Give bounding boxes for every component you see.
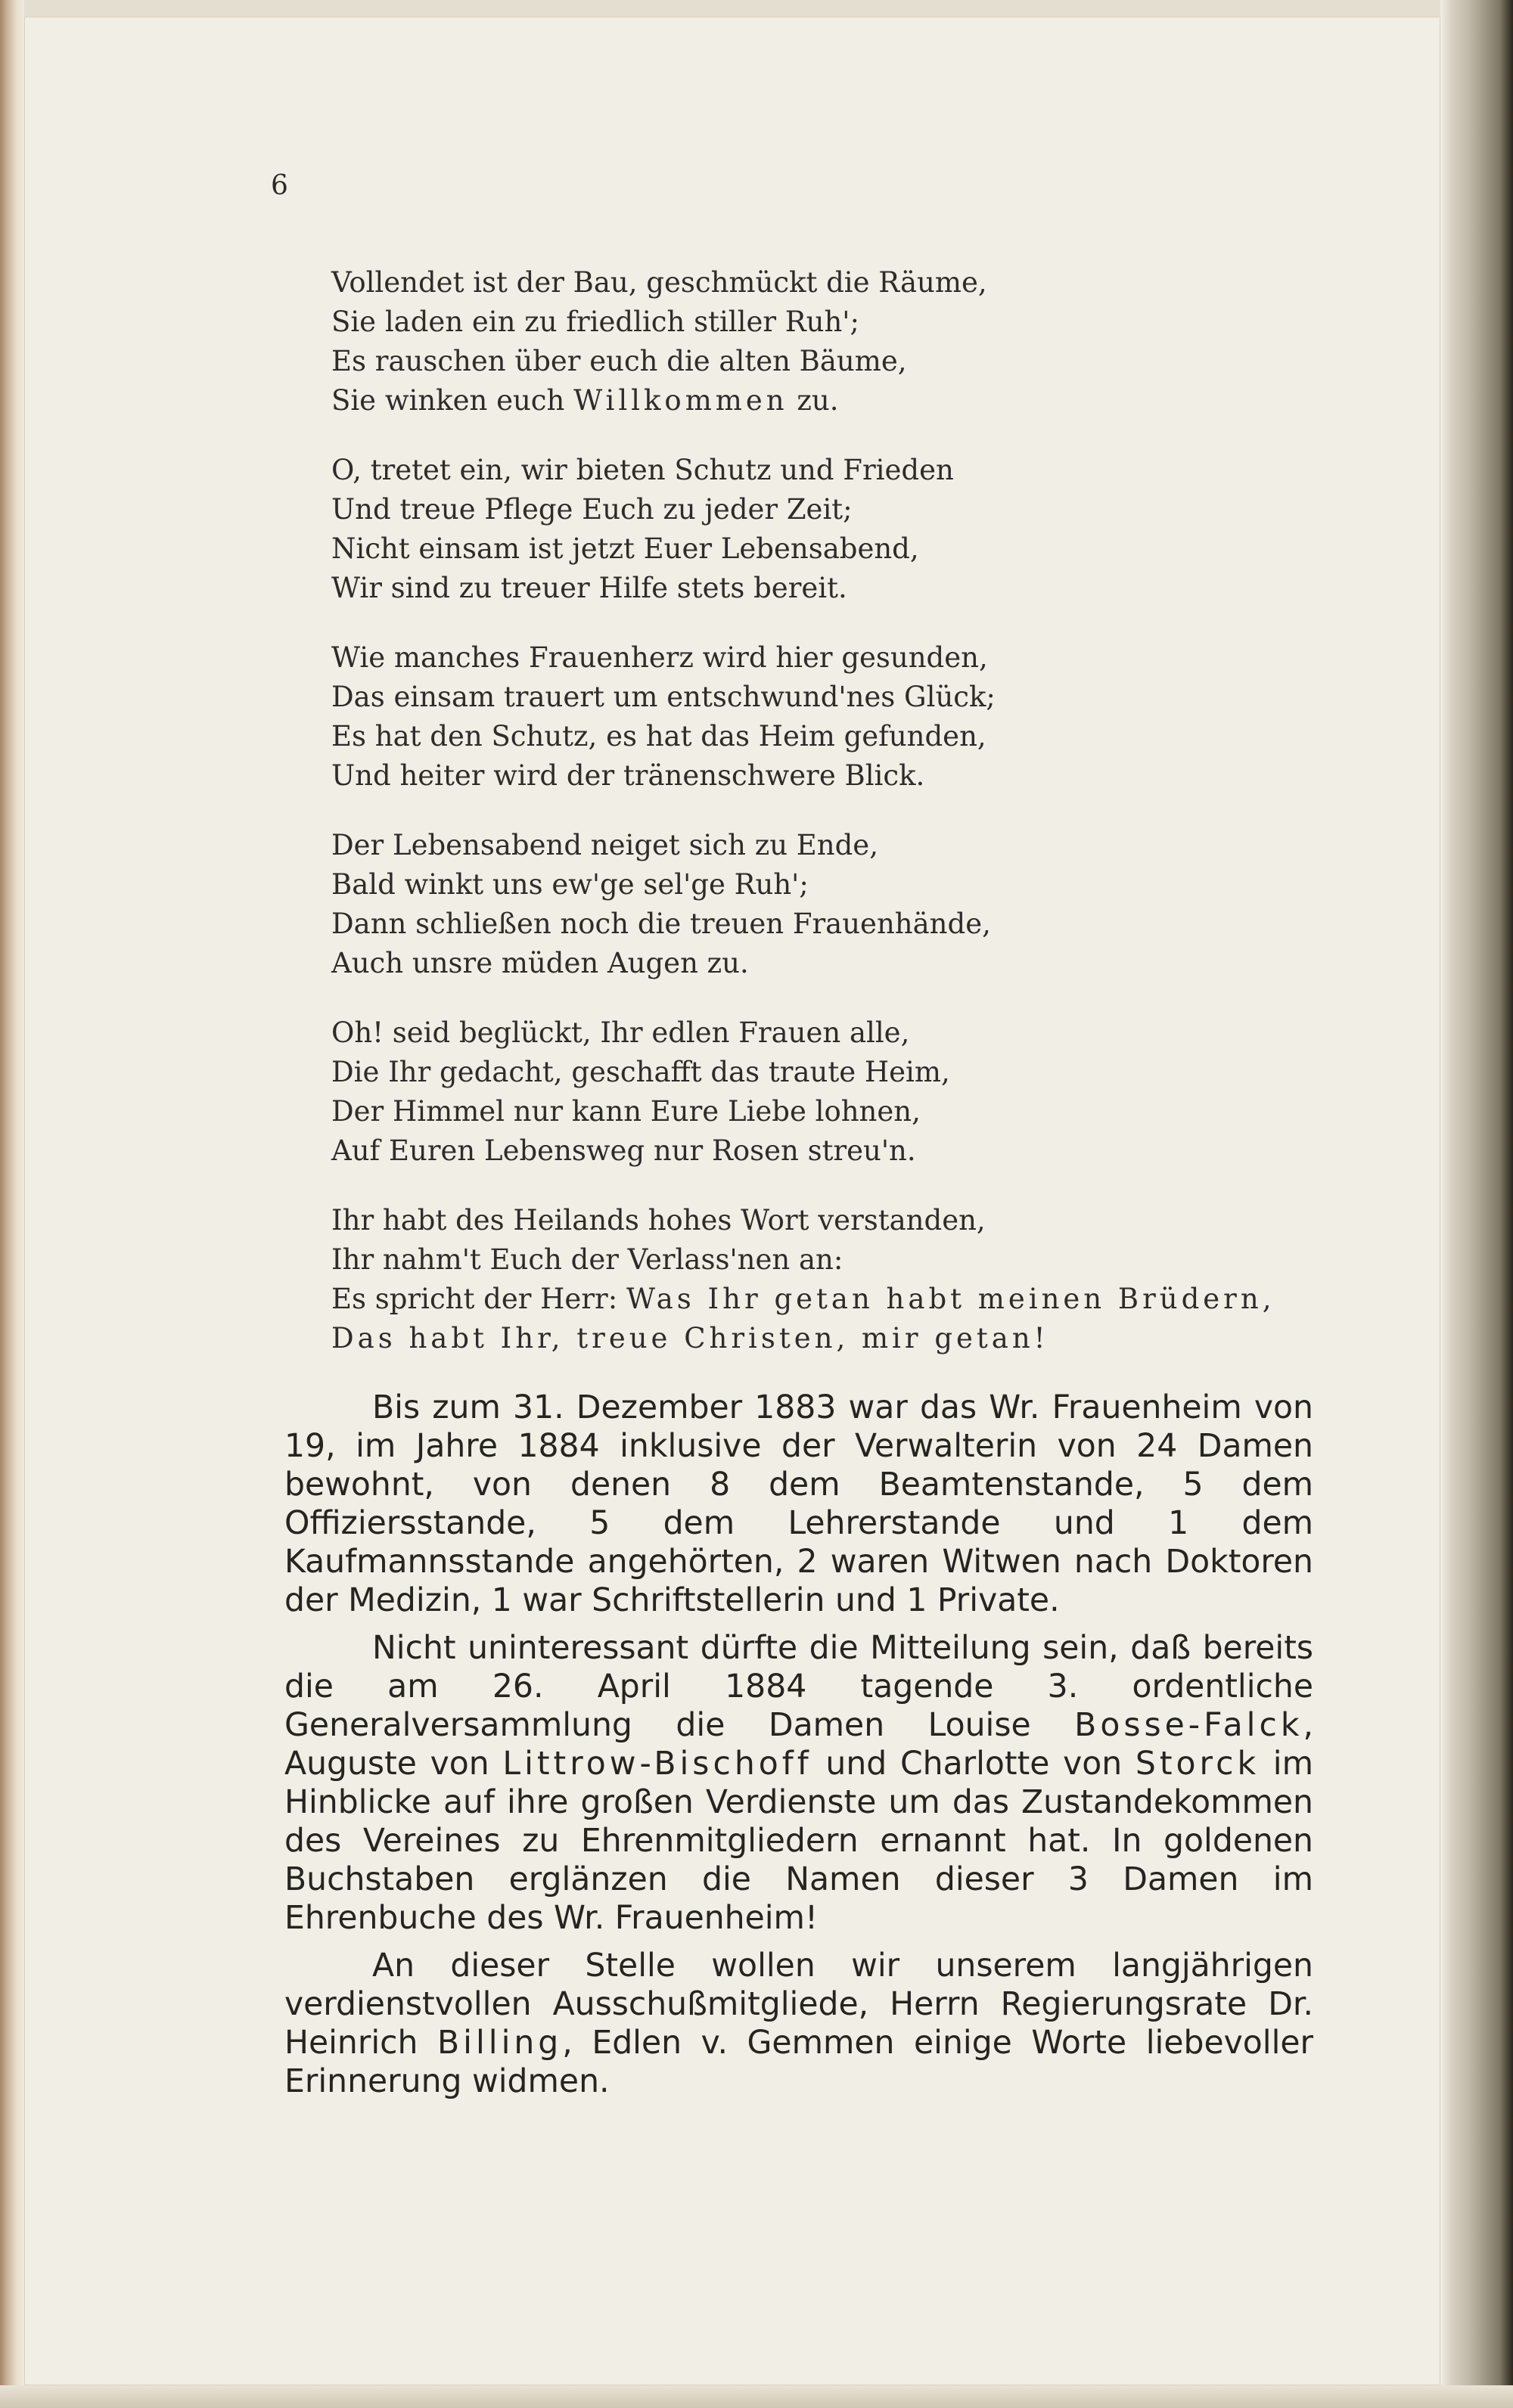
poem-stanza bbox=[331, 638, 1390, 796]
emphasized-name: Storck bbox=[1135, 1745, 1260, 1783]
poem-stanza bbox=[331, 263, 1390, 420]
poem-line: Wie manches Frauenherz wird hier gesunden, bbox=[331, 641, 988, 674]
book-spine-edge bbox=[1440, 0, 1513, 2408]
poem-line: Ihr habt des Heilands hohes Wort verstanden, bbox=[331, 1204, 986, 1237]
page-number: 6 bbox=[271, 170, 288, 201]
poem-line: Es hat den Schutz, es hat das Heim gefunden, bbox=[331, 720, 986, 752]
book-bottom-edge bbox=[0, 2385, 1513, 2408]
paragraph-text: , Auguste von bbox=[284, 1707, 1313, 1783]
poem-line: Vollendet ist der Bau, geschmückt die Räume, bbox=[331, 266, 987, 299]
poem-stanza bbox=[331, 826, 1390, 983]
prose-text bbox=[284, 1389, 1313, 2110]
poem-stanza bbox=[331, 1013, 1390, 1171]
poem-line: O, tretet ein, wir bieten Schutz und Frieden bbox=[331, 454, 954, 486]
poem-line: Ihr nahm't Euch der Verlass'nen an: bbox=[331, 1243, 843, 1276]
poem-line bbox=[331, 1319, 1390, 1358]
emphasized-name: Billing bbox=[437, 2025, 563, 2062]
poem-emphasis: Willkommen bbox=[573, 384, 788, 417]
paragraph-text: , Edlen v. Gemmen einige Worte liebevoller Erinnerung widmen. bbox=[284, 2025, 1313, 2100]
paragraph bbox=[284, 1389, 1313, 1620]
poem-line: Das einsam trauert um entschwund'nes Glück; bbox=[331, 681, 996, 713]
poem-line: Der Himmel nur kann Eure Liebe lohnen, bbox=[331, 1095, 921, 1128]
poem-line: Bald winkt uns ew'ge sel'ge Ruh'; bbox=[331, 868, 809, 901]
poem-line: Und treue Pflege Euch zu jeder Zeit; bbox=[331, 493, 853, 526]
poem-segment: Sie winken euch bbox=[331, 384, 574, 417]
poem-line: Auf Euren Lebensweg nur Rosen streu'n. bbox=[331, 1134, 916, 1167]
poem-line: Der Lebensabend neiget sich zu Ende, bbox=[331, 829, 878, 861]
paragraph bbox=[284, 1947, 1313, 2101]
paragraph-text: An dieser Stelle wollen wir unserem langjährigen verdienstvollen Ausschußmitgliede, Herrn Regierungsrate Dr. Heinrich bbox=[284, 1947, 1313, 2062]
poem-line: Auch unsre müden Augen zu. bbox=[331, 947, 749, 979]
poem-segment: Es spricht der Herr: bbox=[331, 1283, 626, 1315]
poem-line: Und heiter wird der tränenschwere Blick. bbox=[331, 759, 925, 792]
poem-emphasis: Was Ihr getan habt meinen Brüdern, bbox=[626, 1283, 1275, 1315]
paragraph bbox=[284, 1629, 1313, 1938]
poem-line bbox=[331, 1280, 1390, 1319]
poem-line: Dann schließen noch die treuen Frauenhände, bbox=[331, 908, 991, 940]
poem-line: Es rauschen über euch die alten Bäume, bbox=[331, 345, 907, 377]
poem-segment: zu. bbox=[788, 384, 839, 417]
poem bbox=[331, 263, 1390, 1389]
poem-line bbox=[331, 381, 1390, 420]
poem-stanza bbox=[331, 451, 1390, 608]
poem-line: Nicht einsam ist jetzt Euer Lebensabend, bbox=[331, 532, 919, 565]
paragraph-text: Nicht uninteressant dürfte die Mitteilung sein, daß bereits die am 26. April 1884 tagende 3. ordentliche Generalversammlung die Damen Louise bbox=[284, 1630, 1313, 1744]
poem-line: Sie laden ein zu friedlich stiller Ruh'; bbox=[331, 306, 859, 338]
paragraph-text: im Hinblicke auf ihre großen Verdienste um das Zustandekommen des Vereines zu Ehrenmitgliedern ernannt hat. In goldenen Buchstaben erglänzen die Namen dieser 3 Damen im Ehrenbuche des Wr. Frauenheim! bbox=[284, 1745, 1314, 1937]
poem-line: Die Ihr gedacht, geschafft das traute Heim, bbox=[331, 1056, 950, 1088]
emphasized-name: Bosse-Falck bbox=[1074, 1707, 1303, 1744]
emphasized-name: Littrow-Bischoff bbox=[502, 1745, 812, 1783]
poem-emphasis: Das habt Ihr, treue Christen, mir getan! bbox=[331, 1322, 1049, 1354]
poem-line: Oh! seid beglückt, Ihr edlen Frauen alle, bbox=[331, 1016, 910, 1049]
poem-stanza bbox=[331, 1201, 1390, 1358]
paragraph-text: und Charlotte von bbox=[812, 1745, 1136, 1783]
book-left-edge bbox=[0, 0, 24, 2408]
poem-line: Wir sind zu treuer Hilfe stets bereit. bbox=[331, 572, 847, 604]
paragraph-text: Bis zum 31. Dezember 1883 war das Wr. Frauenheim von 19, im Jahre 1884 inklusive der Verwalterin von 24 Damen bewohnt, von denen 8 dem Beamtenstande, 5 dem Offiziersstande, 5 dem Lehrerstande und 1 dem Kaufmannsstande angehörten, 2 waren Witwen nach Doktoren der Medizin, 1 war Schriftstellerin und 1 Private. bbox=[284, 1389, 1313, 1619]
